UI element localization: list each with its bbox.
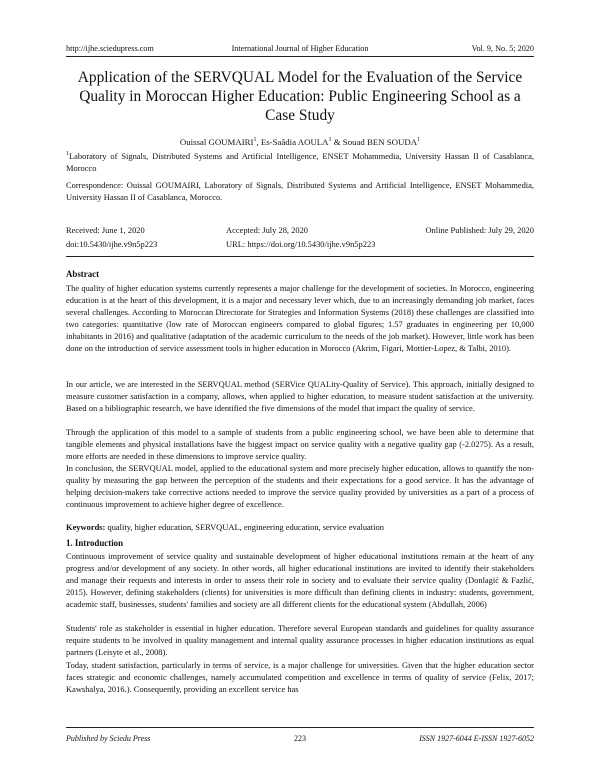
issn: ISSN 1927-6044 E-ISSN 1927-6052 bbox=[419, 734, 534, 743]
abstract-paragraph: In our article, we are interested in the SERVQUAL method (SERVice QUALity-Quality of Service). This approach, initially designed to measure customer satisfaction in a company, allows, when applied to higher education, to measure student satisfaction at the university. Based on a bibliographic research, we have identified the five dimensions of the model that impact the quality of service. bbox=[66, 379, 534, 413]
affiliation bbox=[66, 151, 534, 175]
author-name: Souad BEN SOUDA bbox=[342, 137, 418, 147]
introduction-paragraph: Students' role as stakeholder is essential in higher education. Therefore several European standards and guidelines for quality assurance require students to be involved in quality management and internal quality assurance processes in higher education institutions as equal partners (Leisyte et al., 2008). bbox=[66, 623, 534, 657]
journal-name: International Journal of Higher Education bbox=[231, 44, 369, 53]
author-affiliation-mark: 1 bbox=[328, 137, 332, 144]
published-date: Online Published: July 29, 2020 bbox=[425, 225, 534, 235]
affiliation-mark: 1 bbox=[66, 151, 69, 158]
page-number: 223 bbox=[294, 734, 306, 743]
footer-rule bbox=[66, 727, 534, 728]
doi[interactable]: doi:10.5430/ijhe.v9n5p223 bbox=[66, 239, 158, 249]
author-name: Es-Saâdia AOULA bbox=[260, 137, 329, 147]
accepted-date: Accepted: July 28, 2020 bbox=[226, 225, 309, 235]
affiliation-text: Laboratory of Signals, Distributed Systems and Artificial Intelligence, ENSET Mohammedia, University Hassan II of Casablanca, Morocco bbox=[66, 151, 534, 173]
author-affiliation-mark: 1 bbox=[253, 137, 257, 144]
journal-url[interactable]: http://ijhe.sciedupress.com bbox=[66, 44, 154, 53]
abstract-paragraph: In conclusion, the SERVQUAL model, applied to the educational system and more precisely higher education, allows to quantify the non-quality by measuring the gap between the perception of the students and their expectations for a good service. It has the advantage of helping decision-makers take corrective actions needed to improve the service quality provided by universities as a part of a process of continuous improvement to achieve higher degree of excellence. bbox=[66, 463, 534, 509]
correspondence: Correspondence: Ouissal GOUMAIRI, Laboratory of Signals, Distributed Systems and Artificial Intelligence, ENSET Mohammedia, University Hassan II of Casablanca, Morocco. bbox=[66, 180, 534, 202]
abstract-heading: Abstract bbox=[66, 269, 100, 279]
publisher: Published by Sciedu Press bbox=[66, 734, 151, 743]
introduction-paragraph: Today, student satisfaction, particularly in terms of service, is a major challenge for universities. Given that the higher education sector faces strategic and economic challenges, namely accumulated competition and excellence in terms of quality of service (Felix, 2017; Kawshalya, 2016.). Consequently, providing an excellent service has bbox=[66, 660, 534, 694]
author-list bbox=[66, 136, 534, 148]
meta-rule bbox=[66, 256, 534, 257]
header-rule bbox=[66, 56, 534, 57]
received-date: Received: June 1, 2020 bbox=[66, 225, 145, 235]
introduction-paragraph: Continuous improvement of service quality and sustainable development of higher educational institutions remain at the heart of any progress and/or development of any society. In other words, all higher educational institutions are invited to identify their stakeholders and manage their requests and interests in order to assess their role in society and to evaluate their service quality (Donlagić & Fazlić, 2015). However, defining stakeholders (clients) for universities is more difficult than defining clients in industry: students, government, academic staff, businesses, students' families and society are all different clients for the educational system (Abdullah, 2006) bbox=[66, 551, 534, 609]
paper-title: Application of the SERVQUAL Model for the Evaluation of the Service Quality in Moroccan Higher Education: Public Engineering School as a Case Study bbox=[77, 69, 523, 124]
abstract-paragraph: The quality of higher education systems currently represents a major challenge for the development of societies. In Morocco, engineering education is at the heart of this development, it is a major and necessary lever which, due to an increasingly demanding job market, faces several challenges. According to Moroccan Directorate for Strategies and Information Systems (2018) these challenges are classified into two categories: quantitative (low rate of Moroccan engineers compared to global figures; 1.57 graduates in engineering per 10,000 inhabitants in 2016) and qualitative (adaptation of the academic curriculum to the needs of the job market). However, little work has been done on the introduction of service assessment tools in higher education in Morocco (Akrim, Figari, Mottier-Lopez, & Talbi, 2010). bbox=[66, 283, 534, 353]
page-footer bbox=[66, 733, 534, 745]
keywords bbox=[66, 522, 534, 534]
keywords-text: quality, higher education, SERVQUAL, engineering education, service evaluation bbox=[107, 522, 384, 532]
introduction-heading: 1. Introduction bbox=[66, 538, 124, 548]
doi-url[interactable]: URL: https://doi.org/10.5430/ijhe.v9n5p223 bbox=[226, 239, 376, 249]
author-separator: , bbox=[256, 137, 261, 147]
volume-info: Vol. 9, No. 5; 2020 bbox=[471, 44, 534, 53]
keywords-label: Keywords: bbox=[66, 522, 106, 532]
abstract-paragraph: Through the application of this model to a sample of students from a public engineering school, we have been able to determine that tangible elements and physical installations have the biggest impact on service quality with a negative quality gap (-2.0275). As a result, more efforts are needed in these dimensions to improve service quality. bbox=[66, 427, 534, 461]
author-affiliation-mark: 1 bbox=[417, 137, 421, 144]
author-name: Ouissal GOUMAIRI bbox=[179, 137, 254, 147]
author-separator: & bbox=[331, 137, 343, 147]
running-header bbox=[66, 43, 534, 55]
